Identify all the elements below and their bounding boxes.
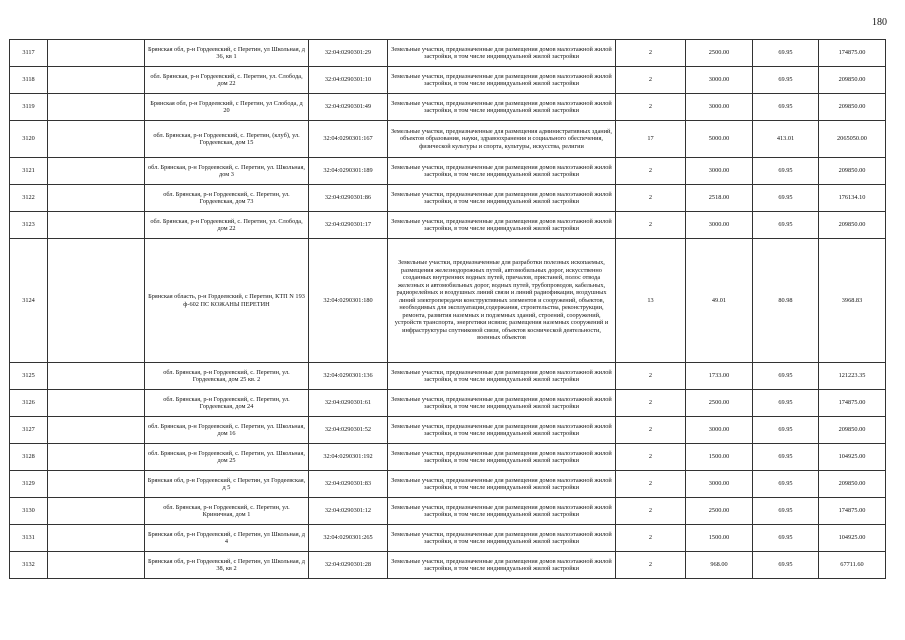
cadastral-number-cell: 32:04:0290301:83 (309, 471, 388, 498)
specific-value-cell: 69.95 (753, 552, 819, 579)
empty-cell (48, 239, 145, 363)
group-code-cell: 2 (616, 185, 686, 212)
land-purpose-cell: Земельные участки, предназначенные для размещения домов малоэтажной жилой застройки, в том числе индивидуальной жилой застройки (388, 552, 616, 579)
table-row (10, 185, 886, 212)
specific-value-cell: 69.95 (753, 67, 819, 94)
table-row (10, 67, 886, 94)
cadastral-number-cell: 32:04:0290301:136 (309, 363, 388, 390)
table-row (10, 212, 886, 239)
group-code-cell: 2 (616, 212, 686, 239)
area-cell: 1733.00 (686, 363, 753, 390)
empty-cell (48, 552, 145, 579)
empty-cell (48, 390, 145, 417)
land-purpose-cell: Земельные участки, предназначенные для размещения домов малоэтажной жилой застройки, в том числе индивидуальной жилой застройки (388, 40, 616, 67)
row-number: 3128 (10, 444, 48, 471)
group-code-cell: 2 (616, 363, 686, 390)
group-code-cell: 2 (616, 444, 686, 471)
cadastral-number-cell: 32:04:0290301:17 (309, 212, 388, 239)
empty-cell (48, 471, 145, 498)
land-purpose-cell: Земельные участки, предназначенные для размещения домов малоэтажной жилой застройки, в том числе индивидуальной жилой застройки (388, 390, 616, 417)
land-purpose-cell: Земельные участки, предназначенные для размещения домов малоэтажной жилой застройки, в том числе индивидуальной жилой застройки (388, 67, 616, 94)
table-row (10, 471, 886, 498)
area-cell: 3000.00 (686, 212, 753, 239)
specific-value-cell: 413.01 (753, 121, 819, 158)
cadastral-number-cell: 32:04:0290301:61 (309, 390, 388, 417)
cadastral-value-cell: 209850.00 (819, 94, 886, 121)
table-row (10, 363, 886, 390)
land-purpose-cell: Земельные участки, предназначенные для размещения домов малоэтажной жилой застройки, в том числе индивидуальной жилой застройки (388, 158, 616, 185)
area-cell: 2500.00 (686, 40, 753, 67)
address-cell: Брянская обл, р-н Гордеевский, с Перетин, ул Школьная, д 38, кв 2 (145, 552, 309, 579)
group-code-cell: 2 (616, 390, 686, 417)
cadastral-number-cell: 32:04:0290301:265 (309, 525, 388, 552)
table-row (10, 552, 886, 579)
cadastral-number-cell: 32:04:0290301:12 (309, 498, 388, 525)
address-cell: Брянская обл, р-н Гордеевский, с Перетин, ул Гордеевская, д 5 (145, 471, 309, 498)
area-cell: 2518.00 (686, 185, 753, 212)
specific-value-cell: 69.95 (753, 363, 819, 390)
row-number: 3120 (10, 121, 48, 158)
area-cell: 3000.00 (686, 417, 753, 444)
group-code-cell: 2 (616, 498, 686, 525)
address-cell: обл. Брянская, р-н Гордеевский, с. Перетин, ул. Школьная, дом 16 (145, 417, 309, 444)
empty-cell (48, 444, 145, 471)
row-number: 3131 (10, 525, 48, 552)
empty-cell (48, 498, 145, 525)
cadastral-value-cell: 209850.00 (819, 158, 886, 185)
land-purpose-cell: Земельные участки, предназначенные для размещения домов малоэтажной жилой застройки, в том числе индивидуальной жилой застройки (388, 498, 616, 525)
specific-value-cell: 69.95 (753, 525, 819, 552)
empty-cell (48, 158, 145, 185)
table-row (10, 417, 886, 444)
empty-cell (48, 40, 145, 67)
cadastral-number-cell: 32:04:0290301:167 (309, 121, 388, 158)
specific-value-cell: 69.95 (753, 40, 819, 67)
row-number: 3129 (10, 471, 48, 498)
cadastral-value-cell: 174875.00 (819, 498, 886, 525)
cadastral-number-cell: 32:04:0290301:180 (309, 239, 388, 363)
specific-value-cell: 69.95 (753, 498, 819, 525)
area-cell: 3000.00 (686, 94, 753, 121)
specific-value-cell: 69.95 (753, 94, 819, 121)
empty-cell (48, 417, 145, 444)
cadastral-value-cell: 209850.00 (819, 471, 886, 498)
specific-value-cell: 80.98 (753, 239, 819, 363)
cadastral-value-table (9, 39, 886, 579)
address-cell: Брянская обл, р-н Гордеевский, с Перетин, ул Слобода, д 20 (145, 94, 309, 121)
cadastral-number-cell: 32:04:0290301:52 (309, 417, 388, 444)
address-cell: обл. Брянская, р-н Гордеевский, с. Перетин, ул. Слобода, дом 22 (145, 212, 309, 239)
area-cell: 3000.00 (686, 67, 753, 94)
cadastral-value-cell: 209850.00 (819, 212, 886, 239)
cadastral-value-cell: 104925.00 (819, 444, 886, 471)
empty-cell (48, 94, 145, 121)
row-number: 3123 (10, 212, 48, 239)
specific-value-cell: 69.95 (753, 212, 819, 239)
cadastral-number-cell: 32:04:0290301:28 (309, 552, 388, 579)
cadastral-number-cell: 32:04:0290301:29 (309, 40, 388, 67)
area-cell: 968.00 (686, 552, 753, 579)
group-code-cell: 2 (616, 525, 686, 552)
area-cell: 1500.00 (686, 525, 753, 552)
area-cell: 1500.00 (686, 444, 753, 471)
empty-cell (48, 121, 145, 158)
group-code-cell: 2 (616, 417, 686, 444)
land-purpose-cell: Земельные участки, предназначенные для размещения домов малоэтажной жилой застройки, в том числе индивидуальной жилой застройки (388, 471, 616, 498)
land-purpose-cell: Земельные участки, предназначенные для размещения домов малоэтажной жилой застройки, в том числе индивидуальной жилой застройки (388, 363, 616, 390)
specific-value-cell: 69.95 (753, 185, 819, 212)
table-body (10, 40, 886, 579)
area-cell: 2500.00 (686, 390, 753, 417)
address-cell: обл. Брянская, р-н Гордеевский, с. Перетин, ул. Гордеевская, дом 24 (145, 390, 309, 417)
address-cell: обл. Брянская, р-н Гордеевский, с. Перетин, ул. Криничная, дом 1 (145, 498, 309, 525)
specific-value-cell: 69.95 (753, 471, 819, 498)
cadastral-number-cell: 32:04:0290301:189 (309, 158, 388, 185)
row-number: 3132 (10, 552, 48, 579)
specific-value-cell: 69.95 (753, 444, 819, 471)
address-cell: Брянская обл, р-н Гордеевский, с Перетин, ул Школьная, д 36, кв 1 (145, 40, 309, 67)
area-cell: 3000.00 (686, 158, 753, 185)
land-purpose-cell: Земельные участки, предназначенные для размещения домов малоэтажной жилой застройки, в том числе индивидуальной жилой застройки (388, 417, 616, 444)
group-code-cell: 13 (616, 239, 686, 363)
cadastral-number-cell: 32:04:0290301:86 (309, 185, 388, 212)
row-number: 3130 (10, 498, 48, 525)
empty-cell (48, 363, 145, 390)
address-cell: обл. Брянская, р-н Гордеевский, с. Перетин, ул. Школьная, дом 25 (145, 444, 309, 471)
group-code-cell: 2 (616, 552, 686, 579)
address-cell: Брянская область, р-н Гордеевский, с Перетин, КТП N 193 ф-602 ПС КОЖАНЫ ПЕРЕТИН (145, 239, 309, 363)
page-number: 180 (872, 17, 887, 28)
row-number: 3124 (10, 239, 48, 363)
area-cell: 5000.00 (686, 121, 753, 158)
cadastral-value-cell: 121223.35 (819, 363, 886, 390)
cadastral-value-cell: 209850.00 (819, 417, 886, 444)
group-code-cell: 2 (616, 471, 686, 498)
land-purpose-cell: Земельные участки, предназначенные для размещения домов малоэтажной жилой застройки, в том числе индивидуальной жилой застройки (388, 444, 616, 471)
address-cell: обл. Брянская, р-н Гордеевский, с. Перетин, (клуб), ул. Гордеевская, дом 15 (145, 121, 309, 158)
table-row (10, 444, 886, 471)
cadastral-number-cell: 32:04:0290301:192 (309, 444, 388, 471)
address-cell: обл. Брянская, р-н Гордеевский, с. Перетин, ул. Школьная, дом 3 (145, 158, 309, 185)
row-number: 3121 (10, 158, 48, 185)
row-number: 3126 (10, 390, 48, 417)
row-number: 3122 (10, 185, 48, 212)
cadastral-value-cell: 104925.00 (819, 525, 886, 552)
specific-value-cell: 69.95 (753, 390, 819, 417)
cadastral-value-cell: 67711.60 (819, 552, 886, 579)
table-row (10, 498, 886, 525)
land-purpose-cell: Земельные участки, предназначенные для разработки полезных ископаемых, размещения железнодорожных путей, автомобильных дорог, искусственно созданных внутренних водных путей, причалов, пристаней, полос отвода железных и автомобильных дорог, водных путей, трубопроводов, кабельных, радиорелейных и воздушных линий связи и линий радиофикации, воздушных линий электропередачи конструктивных элементов и сооружений, объектов, необходимых для эксплуатации,содержания, строительства, реконструкции, ремонта, развития наземных и подземных зданий, строений, сооружений, устройств транспорта, энергетики исвязи; размещения наземных сооружений и инфраструктуры спутниковой связи, объектов космической деятельности, военных объектов (388, 239, 616, 363)
cadastral-value-cell: 174875.00 (819, 40, 886, 67)
cadastral-value-cell: 209850.00 (819, 67, 886, 94)
cadastral-number-cell: 32:04:0290301:10 (309, 67, 388, 94)
group-code-cell: 17 (616, 121, 686, 158)
group-code-cell: 2 (616, 67, 686, 94)
cadastral-number-cell: 32:04:0290301:49 (309, 94, 388, 121)
land-purpose-cell: Земельные участки, предназначенные для размещения административных зданий, объектов образования, науки, здравоохранения и социального обеспечения, физической культуры и спорта, культуры, искусства, религии (388, 121, 616, 158)
row-number: 3119 (10, 94, 48, 121)
specific-value-cell: 69.95 (753, 158, 819, 185)
table-row (10, 239, 886, 363)
table-row (10, 40, 886, 67)
empty-cell (48, 185, 145, 212)
land-purpose-cell: Земельные участки, предназначенные для размещения домов малоэтажной жилой застройки, в том числе индивидуальной жилой застройки (388, 94, 616, 121)
empty-cell (48, 212, 145, 239)
address-cell: обл. Брянская, р-н Гордеевский, с. Перетин, ул. Слобода, дом 22 (145, 67, 309, 94)
group-code-cell: 2 (616, 40, 686, 67)
cadastral-value-cell: 2065050.00 (819, 121, 886, 158)
area-cell: 2500.00 (686, 498, 753, 525)
address-cell: обл. Брянская, р-н Гордеевский, с. Перетин, ул. Гордеевская, дом 25 кв. 2 (145, 363, 309, 390)
empty-cell (48, 67, 145, 94)
specific-value-cell: 69.95 (753, 417, 819, 444)
row-number: 3118 (10, 67, 48, 94)
group-code-cell: 2 (616, 94, 686, 121)
area-cell: 3000.00 (686, 471, 753, 498)
address-cell: Брянская обл, р-н Гордеевский, с Перетин, ул Школьная, д 4 (145, 525, 309, 552)
land-purpose-cell: Земельные участки, предназначенные для размещения домов малоэтажной жилой застройки, в том числе индивидуальной жилой застройки (388, 185, 616, 212)
table-row (10, 390, 886, 417)
land-purpose-cell: Земельные участки, предназначенные для размещения домов малоэтажной жилой застройки, в том числе индивидуальной жилой застройки (388, 212, 616, 239)
table-row (10, 121, 886, 158)
empty-cell (48, 525, 145, 552)
table-row (10, 94, 886, 121)
table-row (10, 158, 886, 185)
land-purpose-cell: Земельные участки, предназначенные для размещения домов малоэтажной жилой застройки, в том числе индивидуальной жилой застройки (388, 525, 616, 552)
row-number: 3127 (10, 417, 48, 444)
area-cell: 49.01 (686, 239, 753, 363)
group-code-cell: 2 (616, 158, 686, 185)
cadastral-value-cell: 174875.00 (819, 390, 886, 417)
row-number: 3125 (10, 363, 48, 390)
address-cell: обл. Брянская, р-н Гордеевский, с. Перетин, ул. Гордеевская, дом 73 (145, 185, 309, 212)
table-row (10, 525, 886, 552)
row-number: 3117 (10, 40, 48, 67)
cadastral-value-cell: 3968.83 (819, 239, 886, 363)
cadastral-value-cell: 176134.10 (819, 185, 886, 212)
